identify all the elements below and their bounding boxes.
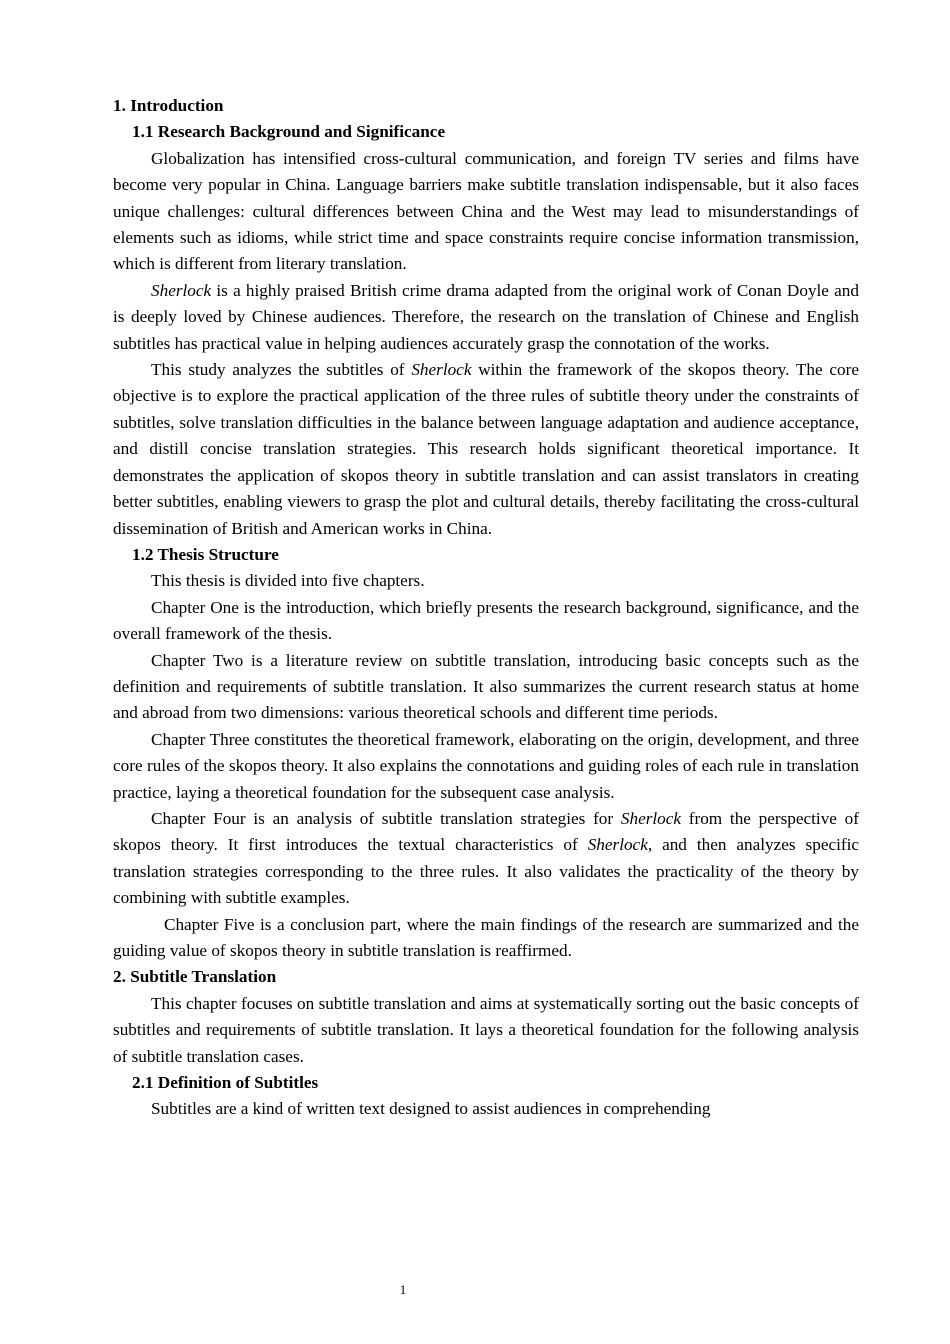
text-run: This study analyzes the subtitles of [151,360,412,380]
paragraph-chapter-two: Chapter Two is a literature review on subtitle translation, introducing basic concepts such as the definition and requirements of subtitle translation. It also summarizes the current research status at home and abroad from two dimensions: various theoretical schools and different time periods. [113,650,859,723]
heading-thesis-structure: 1.2 Thesis Structure [132,544,279,564]
paragraph-chapter-focus: This chapter focuses on subtitle translation and aims at systematically sorting out the basic concepts of subtitles and requirements of subtitle translation. It lays a theoretical foundation for the following analysis of subtitle translation cases. [113,993,859,1066]
text-run: , and then analyzes specific translation strategies corresponding to the three rules. It also validates the practicality of the theory by combining with subtitle examples. [113,835,859,908]
heading-subtitle-translation: 2. Subtitle Translation [113,967,277,987]
paragraph-five-chapters: This thesis is divided into five chapters. [151,571,425,591]
heading-research-background: 1.1 Research Background and Significance [132,122,446,142]
text-run: within the framework of the skopos theory. The core objective is to explore the practical application of the three rules of subtitle theory under the constraints of subtitles, solve translation difficulties in the balance between language adaptation and audience acceptance, and distill concise translation strategies. This research holds significant theoretical importance. It demonstrates the application of skopos theory in subtitle translation and can assist translators in creating better subtitles, enabling viewers to grasp the plot and cultural details, thereby facilitating the cross-cultural dissemination of British and American works in China. [113,360,860,538]
paragraph-globalization: Globalization has intensified cross-cultural communication, and foreign TV series and films have become very popular in China. Language barriers make subtitle translation indispensable, but it also faces unique challenges: cultural differences between China and the West may lead to misunderstandings of elements such as idioms, while strict time and space constraints require concise information transmission, which is different from literary translation. [113,148,859,274]
italic-sherlock: Sherlock [411,360,472,380]
heading-definition-of-subtitles: 2.1 Definition of Subtitles [132,1073,319,1093]
heading-introduction: 1. Introduction [113,96,224,115]
text-run: is a highly praised British crime drama adapted from the original work of Conan Doyle and is deeply loved by Chinese audiences. Therefore, the research on the translation of Chinese and English subtitles has practical value in helping audiences accurately grasp the connotation of the works. [113,280,859,353]
paragraph-subtitles-definition: Subtitles are a kind of written text designed to assist audiences in comprehending [151,1099,711,1119]
paragraph-chapter-three: Chapter Three constitutes the theoretical framework, elaborating on the origin, development, and three core rules of the skopos theory. It also explains the connotations and guiding roles of each rule in translation practice, laying a theoretical foundation for the subsequent case analysis. [113,729,859,802]
paragraph-study-analysis [113,357,859,542]
paragraph-chapter-five: Chapter Five is a conclusion part, where the main findings of the research are summarized and the guiding value of skopos theory in subtitle translation is reaffirmed. [113,914,859,960]
paragraph-chapter-one: Chapter One is the introduction, which briefly presents the research background, significance, and the overall framework of the thesis. [113,597,859,644]
text-run: from the perspective of skopos theory. It first introduces the textual characteristics of [113,808,860,855]
italic-sherlock: Sherlock [587,835,648,855]
italic-sherlock: Sherlock [151,280,212,300]
document-body [113,93,859,1123]
page-number: 1 [399,1282,407,1297]
text-run: Chapter Four is an analysis of subtitle translation strategies for [151,808,621,828]
paragraph-sherlock-intro [113,278,859,357]
italic-sherlock: Sherlock [620,808,682,828]
paragraph-chapter-four [113,806,859,912]
